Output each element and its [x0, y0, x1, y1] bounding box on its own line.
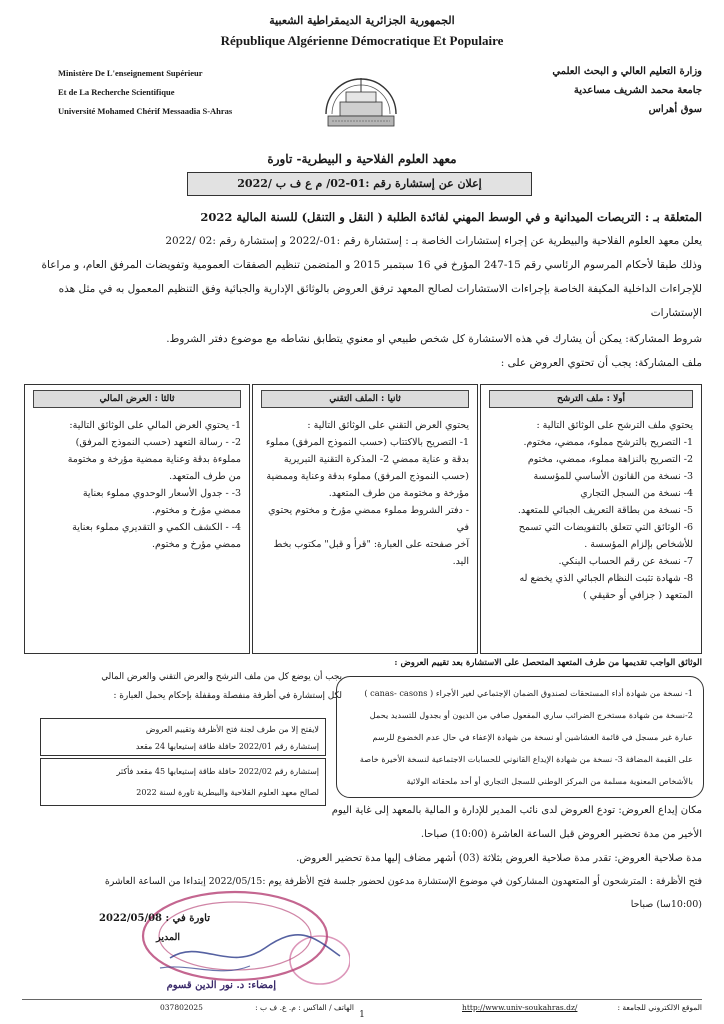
list-item: 5- نسخة من بطاقة التعريف الجبائي للمتعهد.: [517, 505, 693, 516]
sealed-label-top: [40, 718, 326, 756]
column-technical-file: [252, 384, 478, 654]
list-item: 6- الوثائق التي تتعلق بالتفويضات التي تسمح: [518, 522, 693, 533]
column-body: [253, 413, 477, 570]
left-institution-block: [58, 64, 232, 121]
footer-web-link[interactable]: http://www.univ-soukahras.dz/: [462, 1003, 578, 1012]
list-item: 1- يحتوي العرض المالي على الوثائق التالية:: [69, 420, 241, 431]
list-item: - دفتر الشروط مملوء ممضي مؤرخ و مختوم يحتوي في: [268, 505, 469, 533]
list-item: 2- - رسالة التعهد (حسب النموذج المرفق): [75, 437, 241, 448]
required-doc-line: 2-نسخة من شهادة مستخرج الضرائب ساري المفعول صافي من الديون أو بجدول للتسديد يحمل: [369, 710, 693, 720]
list-item: 1- التصريح بالترشح مملوء، ممضي، مختوم.: [523, 437, 693, 448]
required-doc-line: على القيمة المضافة 3- نسخة من شهادة الإيداع القانوني للحسابات الاجتماعية لنسخة الأخيرة خاصة: [359, 754, 693, 764]
university-logo: [318, 64, 404, 134]
footer-phone-label: الهاتف / الفاكس : م. ع. ف ب :: [255, 1003, 354, 1012]
participation-conditions: شروط المشاركة: يمكن أن يشارك في هذه الاستشارة كل شخص طبيعي او معنوي يتطابق نشاطه مع موضوع دفتر الشروط.: [166, 333, 702, 345]
signature-role: المدير: [156, 932, 180, 943]
page-number: 1: [359, 1010, 365, 1020]
university-ar: جامعة محمد الشريف مساعدية: [573, 85, 702, 96]
list-item: يحتوي العرض التقني على الوثائق التالية :: [307, 420, 469, 431]
signature-place-date: تاورة في : 2022/05/08: [99, 913, 210, 924]
list-item: ممضي مؤرخ و مختوم.: [152, 505, 241, 516]
list-item: مملوءة بدقة وعناية ممضية مؤرخة و مختومة: [67, 454, 241, 465]
sealed-label-line: لصالح معهد العلوم الفلاحية والبيطرية تاورة لسنة 2022: [136, 788, 319, 797]
column-header: ثانيا : الملف التقني: [261, 390, 469, 408]
university-fr: Université Mohamed Chérif Messaadia S-Ahras: [58, 106, 233, 116]
sealed-label-bottom: [40, 758, 326, 806]
column-header: ثالثا : العرض المالي: [33, 390, 241, 408]
column-body: [25, 413, 249, 553]
list-item: للأشخاص بإلزام المؤسسة .: [584, 539, 693, 550]
offer-validity: مدة صلاحية العروض: تقدر مدة صلاحية العروض بثلاثة (03) أشهر مضاف إليها مدة تحضير العروض.: [296, 853, 702, 864]
list-item: 7- نسخة عن رقم الحساب البنكي.: [558, 556, 693, 567]
research-fr: Et de La Recherche Scientifique: [58, 87, 175, 97]
paragraph-line-3: الإستشارات: [650, 307, 702, 319]
list-item: المتعهد ( جزافي أو حقيقي ): [582, 590, 693, 601]
opening-line-2: (10:00سا) صباحا: [630, 899, 702, 910]
required-doc-line: 1- نسخة من شهادة أداء المستحقات لصندوق الضمان الإجتماعي لغير الأجراء ( canas- casons ): [364, 688, 693, 698]
notice-title: إعلان عن إستشارة رقم :01-02/ م ع ف ب /2022: [187, 172, 532, 196]
list-item: من طرف المتعهد.: [169, 471, 241, 482]
envelope-note-line: لكل إستشارة في أظرفة منفصلة ومقفلة بإحكام يحمل العبارة :: [113, 691, 342, 701]
sealed-label-line: إستشارة رقم 2022/01 حافلة طاقة إستيعابها 24 مقعد: [135, 742, 319, 751]
list-item: ممضي مؤرخ و مختوم.: [152, 539, 241, 550]
list-item: آخر صفحته على العبارة: "قرأ و قبل" مكتوب بخط: [273, 539, 469, 550]
republic-title-fr: République Algérienne Démocratique Et Populaire: [220, 33, 504, 48]
republic-title-ar: الجمهورية الجزائرية الديمقراطية الشعبية: [269, 14, 455, 27]
paragraph-line-2: للإجراءات الداخلية المكيفة الخاصة بإجراءات الاستشارات لصالح المعهد ترفق العروض بالوثائق الإدارية والجبائية وفق التنظيم المعمول به في مثل هذه: [58, 283, 702, 295]
list-item: اليد.: [452, 556, 469, 567]
opening-line-1: فتح الأظرفة : المترشحون أو المتعهدون المشاركون في موضوع الإستشارة مدعون لحضور جلسة فتح الأظرفة يوم :2022/05/15 إبتداءا من الساعة العاشرة: [104, 876, 702, 887]
ministry-ar: وزارة التعليم العالي و البحث العلمي: [552, 66, 702, 77]
envelope-note: [24, 668, 342, 706]
sealed-label-line: لايفتح إلا من طرف لجنة فتح الأظرفة وتقييم العروض: [145, 725, 319, 734]
column-header: أولا : ملف الترشح: [489, 390, 693, 408]
list-item: 4- - الكشف الكمي و التقديري مملوء بعناية: [72, 522, 241, 533]
ministry-fr: Ministère De L'enseignement Supérieur: [58, 68, 203, 78]
list-item: 8- شهادة تثبت النظام الجبائي الذي يخضع له: [519, 573, 693, 584]
list-item: بدقة و عناية ممضي 2- المذكرة التقنية التبريرية: [283, 454, 469, 465]
deposit-line-1: مكان إيداع العروض: تودع العروض لدى نائب المدير للإدارة و المالية بالمعهد إلى غاية اليوم: [331, 805, 702, 816]
subject-line: المتعلقة بـ : التربصات الميدانية و في الوسط المهني لفائدة الطلبة ( النقل و التنقل) للسنة المالية 2022: [200, 210, 702, 224]
signature-name: إمضاء: د. نور الدين قسوم: [166, 980, 276, 991]
column-body: [481, 413, 701, 604]
list-item: 3- - جدول الأسعار الوحدوي مملوء بعناية: [82, 488, 241, 499]
list-item: 3- نسخة من القانون الأساسي للمؤسسة: [533, 471, 693, 482]
participation-file: ملف المشاركة: يجب أن تحتوي العروض على :: [500, 357, 702, 369]
required-docs-box: [336, 676, 704, 798]
footer-web-label: الموقع الالكتروني للجامعة :: [617, 1003, 702, 1012]
list-item: 2- التصريح بالنزاهة مملوء، ممضي، مختوم: [527, 454, 693, 465]
list-item: 4- نسخة من السجل التجاري: [580, 488, 693, 499]
column-financial-offer: [24, 384, 250, 654]
list-item: 1- التصريح بالاكتتاب (حسب النموذج المرفق) مملوء: [265, 437, 469, 448]
envelope-note-line: يجب أن يوضع كل من ملف الترشح والعرض التقني والعرض المالي: [101, 672, 342, 682]
announce-line: يعلن معهد العلوم الفلاحية والبيطرية عن إجراء إستشارات الخاصة بـ : إستشارة رقم :01-/2022 و إستشارة رقم :02 /2022: [165, 235, 702, 247]
paragraph-line-1: وذلك طبقا لأحكام المرسوم الرئاسي رقم 15-247 المؤرخ في 16 سبتمبر 2015 و المتضمن تنظيم الصفقات العمومية وتفويضات المرفق العام، و مراعاة: [41, 259, 702, 271]
required-doc-line: عبارة غير مسجل في قائمة الغشاشين أو نسخة من شهادة الإعفاء في حال عدم الخضوع للرسم: [372, 732, 693, 742]
sealed-label-line: إستشارة رقم 2022/02 حافلة طاقة إستيعابها 45 مقعد فأكثر: [116, 767, 319, 776]
right-institution-block: [472, 62, 702, 119]
required-doc-line: بالأشخاص المعنوية مسلمة من المركز الوطني للسجل التجاري أو أحد ملحقاته الولائية: [406, 776, 693, 786]
column-candidacy-file: [480, 384, 702, 654]
list-item: يحتوي ملف الترشح على الوثائق التالية :: [536, 420, 693, 431]
city-ar: سوق أهراس: [648, 104, 702, 115]
institute-name: معهد العلوم الفلاحية و البيطرية- تاورة: [267, 152, 457, 166]
footer-phone: 037802025: [160, 1003, 203, 1012]
list-item: (حسب النموذج المرفق) مملوء بدقة وعناية وممضية: [266, 471, 469, 482]
list-item: مؤرخة و مختومة من طرف المتعهد.: [328, 488, 469, 499]
deposit-line-2: الأخير من مدة تحضير العروض قبل الساعة العاشرة (10:00) صباحا.: [420, 829, 702, 840]
footer-divider: [22, 999, 702, 1000]
required-docs-intro: الوثائق الواجب تقديمها من طرف المتعهد المتحصل على الاستشارة بعد تقييم العروض :: [394, 658, 702, 668]
